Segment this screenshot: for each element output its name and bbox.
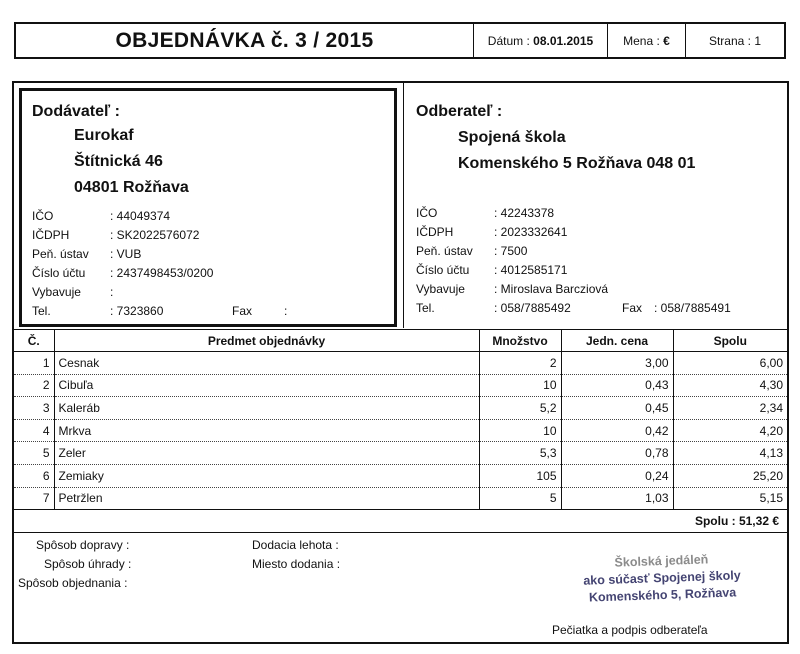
customer-icdph-row <box>416 225 766 239</box>
row-unit-price: 3,00 <box>561 352 673 375</box>
row-no: 5 <box>14 442 54 465</box>
customer-ico: : 42243378 <box>494 206 555 220</box>
row-no: 6 <box>14 464 54 487</box>
row-no: 1 <box>14 352 54 375</box>
supplier-bank-row <box>32 247 382 261</box>
customer-handler-row <box>416 282 766 296</box>
row-no: 4 <box>14 419 54 442</box>
order-frame <box>12 81 789 644</box>
col-header-total: Spolu <box>673 330 787 352</box>
row-total: 4,13 <box>673 442 787 465</box>
row-no: 7 <box>14 487 54 510</box>
customer-tel: : 058/7885492 <box>494 301 571 315</box>
row-item: Cesnak <box>54 352 479 375</box>
supplier-handler-row <box>32 285 382 299</box>
table-row <box>14 419 787 442</box>
row-total: 4,30 <box>673 374 787 397</box>
customer-ico-label: IČO <box>416 206 438 220</box>
document-title: OBJEDNÁVKA č. 3 / 2015 <box>16 24 474 57</box>
delivery-term-label: Dodacia lehota : <box>252 538 339 552</box>
official-stamp <box>541 549 783 607</box>
supplier-icdph-label: IČDPH <box>32 228 70 242</box>
currency-label: Mena : <box>623 33 660 48</box>
order-total: Spolu : 51,32 € <box>14 509 787 533</box>
customer-fax: : 058/7885491 <box>654 301 731 315</box>
row-qty: 10 <box>479 419 561 442</box>
col-header-unit-price: Jedn. cena <box>561 330 673 352</box>
row-total: 25,20 <box>673 464 787 487</box>
date-field <box>474 24 608 57</box>
row-unit-price: 0,45 <box>561 397 673 420</box>
supplier-city: 04801 Rožňava <box>74 179 189 196</box>
row-item: Zemiaky <box>54 464 479 487</box>
customer-tel-label: Tel. <box>416 301 435 315</box>
customer-bank-row <box>416 244 766 258</box>
ordering-label: Spôsob objednania : <box>18 576 128 590</box>
row-unit-price: 1,03 <box>561 487 673 510</box>
row-unit-price: 0,42 <box>561 419 673 442</box>
customer-fax-label: Fax <box>622 301 643 315</box>
row-item: Mrkva <box>54 419 479 442</box>
row-unit-price: 0,24 <box>561 464 673 487</box>
supplier-fax-label: Fax <box>232 304 253 318</box>
col-header-no: Č. <box>14 330 54 352</box>
supplier-tel: : 7323860 <box>110 304 164 318</box>
row-unit-price: 0,43 <box>561 374 673 397</box>
row-item: Petržlen <box>54 487 479 510</box>
supplier-tel-row <box>32 304 382 318</box>
page-label: Strana : <box>708 33 751 48</box>
supplier-handler-label: Vybavuje <box>32 285 81 299</box>
stamp-line-3: Komenského 5, Rožňava <box>588 585 737 605</box>
stamp-line-1: Školská jedáleň <box>614 552 709 570</box>
row-qty: 5,2 <box>479 397 561 420</box>
currency-field <box>608 24 686 57</box>
signature-label: Pečiatka a podpis odberateľa <box>552 623 708 637</box>
customer-bank-label: Peň. ústav <box>416 244 473 258</box>
supplier-bank-label: Peň. ústav <box>32 247 89 261</box>
table-row <box>14 487 787 510</box>
supplier-account-label: Číslo účtu <box>32 266 86 280</box>
customer-label: Odberateľ : <box>416 103 503 120</box>
supplier-fax: : <box>284 304 288 318</box>
supplier-bank: : VUB <box>110 247 142 261</box>
document-header <box>14 22 786 59</box>
date-label: Dátum : <box>487 33 530 48</box>
supplier-icdph: : SK2022576072 <box>110 228 200 242</box>
payment-label: Spôsob úhrady : <box>44 557 132 571</box>
customer-handler: : Miroslava Barcziová <box>494 282 609 296</box>
table-row <box>14 464 787 487</box>
currency-value: € <box>663 33 670 48</box>
row-no: 3 <box>14 397 54 420</box>
supplier-name: Eurokaf <box>74 127 134 144</box>
col-header-qty: Množstvo <box>479 330 561 352</box>
supplier-account: : 2437498453/0200 <box>110 266 214 280</box>
row-qty: 2 <box>479 352 561 375</box>
customer-box <box>414 88 784 327</box>
supplier-icdph-row <box>32 228 382 242</box>
row-no: 2 <box>14 374 54 397</box>
row-qty: 10 <box>479 374 561 397</box>
customer-account-label: Číslo účtu <box>416 263 470 277</box>
supplier-ico: : 44049374 <box>110 209 171 223</box>
table-row <box>14 352 787 375</box>
supplier-box <box>19 88 397 327</box>
table-row <box>14 442 787 465</box>
row-item: Kaleráb <box>54 397 479 420</box>
items-table <box>14 329 787 510</box>
table-row <box>14 397 787 420</box>
customer-handler-label: Vybavuje <box>416 282 465 296</box>
table-row <box>14 374 787 397</box>
supplier-ico-row <box>32 209 382 223</box>
supplier-tel-label: Tel. <box>32 304 51 318</box>
customer-bank: : 7500 <box>494 244 528 258</box>
supplier-street: Štítnická 46 <box>74 153 163 170</box>
customer-name: Spojená škola <box>458 129 566 146</box>
col-header-item: Predmet objednávky <box>54 330 479 352</box>
row-total: 4,20 <box>673 419 787 442</box>
supplier-label: Dodávateľ : <box>32 103 120 120</box>
customer-account-row <box>416 263 766 277</box>
row-qty: 105 <box>479 464 561 487</box>
row-qty: 5 <box>479 487 561 510</box>
page-value: 1 <box>754 33 762 48</box>
table-header-row <box>14 330 787 352</box>
row-item: Cibuľa <box>54 374 479 397</box>
row-total: 2,34 <box>673 397 787 420</box>
row-total: 6,00 <box>673 352 787 375</box>
row-total: 5,15 <box>673 487 787 510</box>
party-divider <box>403 83 404 328</box>
customer-icdph: : 2023332641 <box>494 225 568 239</box>
row-item: Zeler <box>54 442 479 465</box>
supplier-handler: : <box>110 285 114 299</box>
customer-address: Komenského 5 Rožňava 048 01 <box>458 155 696 172</box>
page-field <box>686 24 784 57</box>
row-qty: 5,3 <box>479 442 561 465</box>
supplier-ico-label: IČO <box>32 209 54 223</box>
row-unit-price: 0,78 <box>561 442 673 465</box>
customer-ico-row <box>416 206 766 220</box>
customer-icdph-label: IČDPH <box>416 225 454 239</box>
date-value: 08.01.2015 <box>533 33 594 48</box>
customer-account: : 4012585171 <box>494 263 568 277</box>
delivery-place-label: Miesto dodania : <box>252 557 341 571</box>
stamp-line-2: ako súčasť Spojenej školy <box>583 568 741 588</box>
transport-label: Spôsob dopravy : <box>36 538 130 552</box>
supplier-account-row <box>32 266 382 280</box>
